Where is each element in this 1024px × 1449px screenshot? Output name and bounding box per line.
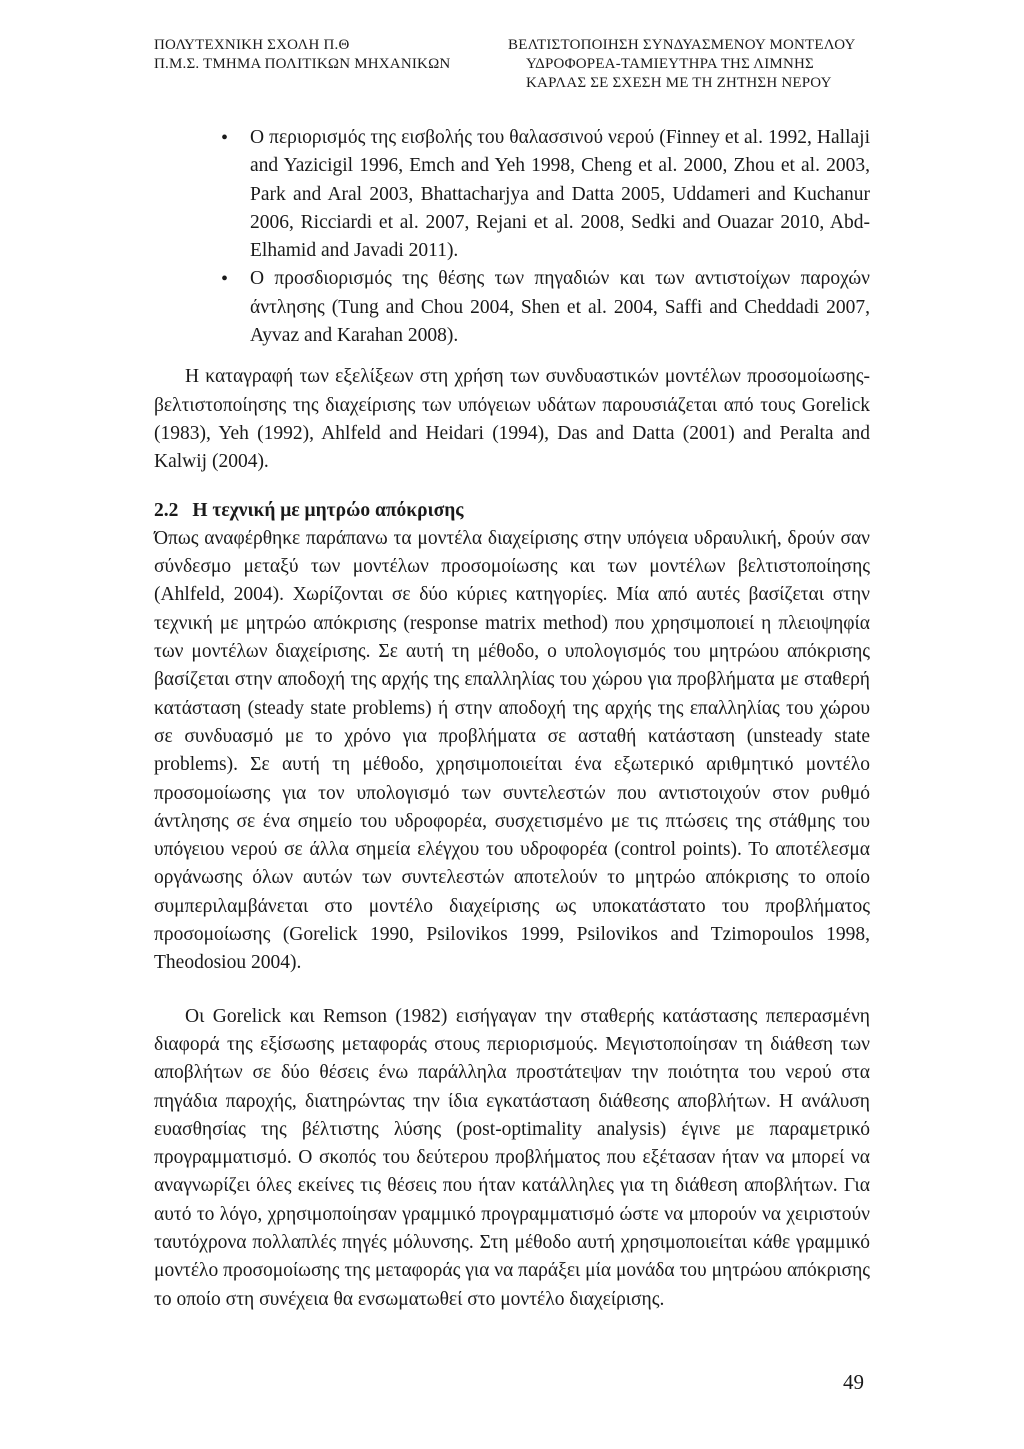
section-title: Η τεχνική με μητρώο απόκρισης [192, 499, 464, 521]
header-school: ΠΟΛΥΤΕΧΝΙΚΗ ΣΧΟΛΗ Π.Θ [154, 37, 350, 53]
page-number: 49 [843, 1370, 864, 1394]
header-right [508, 36, 856, 93]
header-thesis-title-line1: ΒΕΛΤΙΣΤΟΠΟΙΗΣΗ ΣΥΝΔΥΑΣΜΕΝΟΥ ΜΟΝΤΕΛΟΥ [508, 37, 856, 53]
header-left [154, 36, 450, 74]
header-department: Π.Μ.Σ. ΤΜΗΜΑ ΠΟΛΙΤΙΚΩΝ ΜΗΧΑΝΙΚΩΝ [154, 56, 451, 72]
section-number: 2.2 [154, 499, 179, 521]
bullet-item-well-location: • Ο προσδιορισμός της θέσης των πηγαδιών και των αντιστοίχων παροχών άντλησης (Tung and Chou 2004, Shen et al. 2004, Saffi and Cheddadi 2007, Ayvaz and Karahan 2008). [250, 265, 870, 350]
page-body [154, 124, 870, 1314]
paragraph-response-matrix: Όπως αναφέρθηκε παράπανω τα μοντέλα διαχείρισης στην υπόγεια υδραυλική, δρούν σαν σύνδεσμο μεταξύ των μοντέλων προσομοίωσης και των μοντέλων βελτιστοποίησης (Ahlfeld, 2004). Χωρίζονται σε δύο κύριες κατηγορίες. Μία από αυτές βασίζεται στην τεχνική με μητρώο απόκρισης (response matrix method) που χρησιμοποιεί η πλειοψηφία των μοντέλων διαχείρισης. Σε αυτή τη μέθοδο, ο υπολογισμός του μητρώου απόκρισης βασίζεται στην αποδοχή της αρχής της επαλληλίας του χώρου για προβλήματα με σταθερή κατάσταση (steady state problems) ή στην αποδοχή της αρχής της επαλληλίας του χώρου σε συνδυασμό με το χρόνο για προβλήματα σε ασταθή κατάσταση (unsteady state problems). Σε αυτή τη μέθοδο, χρησιμοποιείται ένα εξωτερικό αριθμητικό μοντέλο προσομοίωσης για τον υπολογισμό των συντελεστών που αντιστοιχούν στον ρυθμό άντλησης σε ένα σημείο του υδροφορέα, συσχετισμένο με τις πτώσεις της στάθμης του υπόγειου νερού σε άλλα σημεία ελέγχου του υδροφορέα (control points). Το αποτέλεσμα οργάνωσης όλων αυτών των συντελεστών αποτελούν το μητρώο απόκρισης το οποίο συμπεριλαμβάνεται στο μοντέλο διαχείρισης ως υποκατάστατο του προβλήματος προσομοίωσης (Gorelick 1990, Psilovikos 1999, Psilovikos and Tzimopoulos 1998, Theodosiou 2004). [154, 527, 870, 974]
header-thesis-title-line2: ΥΔΡΟΦΟΡΕΑ-ΤΑΜΙΕΥΤΗΡΑ ΤΗΣ ΛΙΜΝΗΣ [526, 56, 814, 72]
paragraph-gorelick-remson: Οι Gorelick και Remson (1982) εισήγαγαν την σταθερής κατάστασης πεπερασμένη διαφορά της εξίσωσης μεταφοράς στους περιορισμούς. Μεγιστοποίησαν τη διάθεση των αποβλήτων σε δύο θέσεις ένω παράλληλα προστάτεψαν την ποιότητα του νερού στα πηγάδια παροχής, διατηρώντας την ίδια εγκατάσταση διάθεσης αποβλήτων. Η ανάλυση ευασθησίας της βέλτιστης λύσης (post-optimality analysis) έγινε με παραμετρικό προγραμματισμό. Ο σκοπός του δεύτερου προβλήματος που εξέτασαν ήταν να μπορεί να αναγνωρίζει όλες εκείνες τις θέσεις που ήταν κατάλληλες για τη διάθεση αποβλήτων. Για αυτό το λόγο, χρησιμοποίησαν γραμμικό προγραμματισμό ώστε να μπορούν να χειριστούν ταυτόχρονα πολλαπλές πηγές μόλυνσης. Στη μέθοδο αυτή χρησιμοποιείται κάθε γραμμικό μοντέλο προσομοίωσης της μεταφοράς για να παράξει μία μονάδα του μητρώου απόκρισης το οποίο στη συνέχεια θα ενσωματωθεί στο μοντέλο διαχείρισης. [154, 1005, 870, 1310]
section-heading [154, 497, 870, 525]
header-thesis-title-line3: ΚΑΡΛΑΣ ΣΕ ΣΧΕΣΗ ΜΕ ΤΗ ΖΗΤΗΣΗ ΝΕΡΟΥ [526, 75, 832, 91]
bullet-item-seawater-intrusion: • Ο περιορισμός της εισβολής του θαλασσινού νερού (Finney et al. 1992, Hallaji and Yazicigil 1996, Emch and Yeh 1998, Cheng et al. 2000, Zhou et al. 2003, Park and Aral 2003, Bhattacharjya and Datta 2005, Uddameri and Kuchanur 2006, Ricciardi et al. 2007, Rejani et al. 2008, Sedki and Ouazar 2010, Abd-Elhamid and Javadi 2011). [250, 124, 870, 265]
bullet-list [154, 124, 870, 350]
paragraph-review: Η καταγραφή των εξελίξεων στη χρήση των συνδυαστικών μοντέλων προσομοίωσης-βελτιστοποίησης της διαχείρισης των υπόγειων υδάτων παρουσιάζεται από τους Gorelick (1983), Yeh (1992), Ahlfeld and Heidari (1994), Das and Datta (2001) and Peralta and Kalwij (2004). [154, 366, 870, 473]
